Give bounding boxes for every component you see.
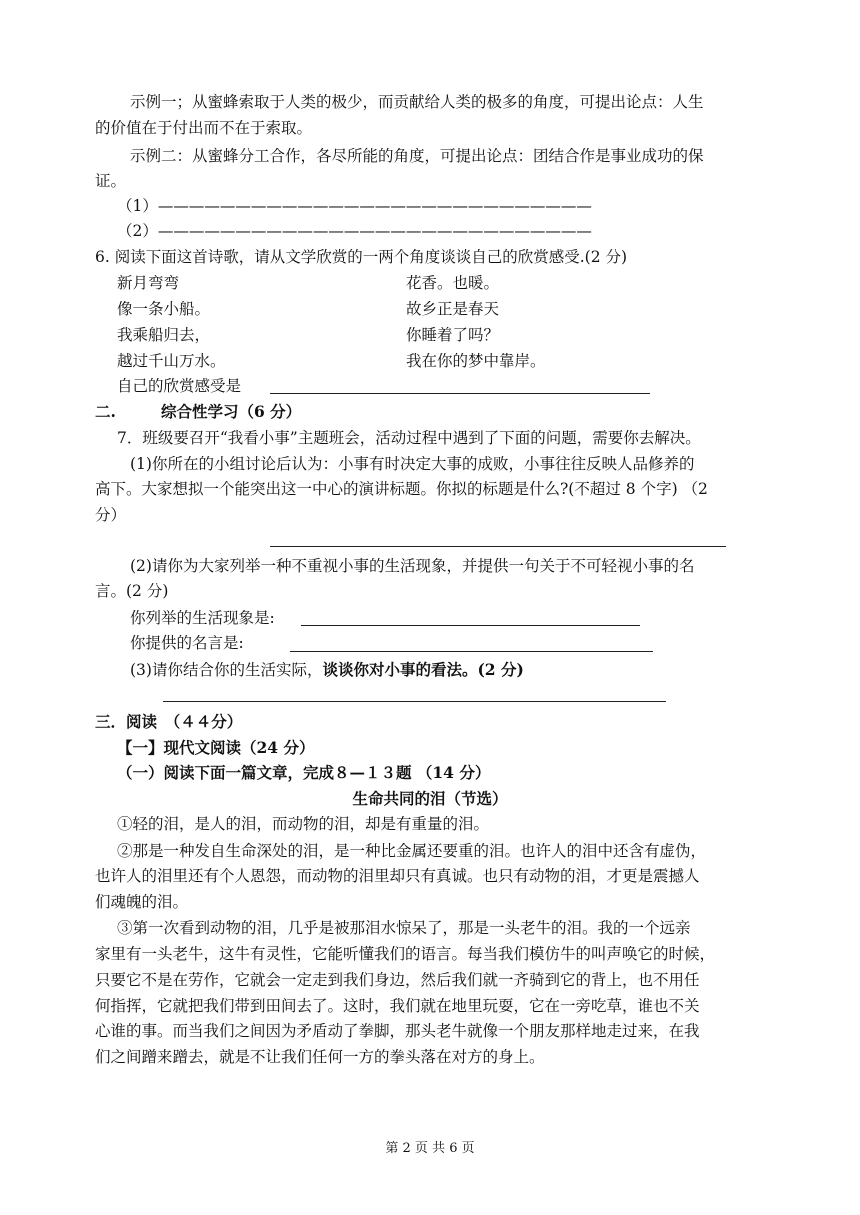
poem-left-line-4: 越过千山万水。 <box>117 352 226 370</box>
q6-answer-line[interactable] <box>270 393 650 394</box>
article-title: 生命共同的泪（节选） <box>352 789 508 808</box>
example-1-line-1: 示例一；从蜜蜂索取于人类的极少，而贡献给人类的极多的角度，可提出论点：人生 <box>130 93 704 111</box>
q7-2-phenomenon-line[interactable] <box>301 625 640 626</box>
article-paragraph-3-line-4: 何指挥，它就把我们带到田间去了。这时，我们就在地里玩耍，它在一旁吃草，谁也不关 <box>95 997 700 1015</box>
poem-left-line-2: 像一条小船。 <box>117 300 211 318</box>
q7-3-answer-line[interactable] <box>163 701 666 702</box>
q7-1-line-3: 分） <box>95 506 127 524</box>
q7-1-answer-line[interactable] <box>270 546 726 547</box>
poem-left-line-1: 新月弯弯 <box>117 274 180 292</box>
page-number-footer: 第 2 页 共 6 页 <box>385 1141 475 1156</box>
q7-2-quote-line[interactable] <box>290 651 653 652</box>
q7-2-line-2: 言。(2 分) <box>95 582 169 600</box>
section-3-sub-2: （一）阅读下面一篇文章，完成８—１３题 （14 分） <box>117 763 491 782</box>
section-2-number: 二. <box>95 402 116 421</box>
q7-3-prompt-plain: (3)请你结合你的生活实际， <box>130 661 323 679</box>
article-paragraph-2-line-1: ②那是一种发自生命深处的泪，是一种比金属还要重的泪。也许人的泪中还含有虚伪， <box>117 842 707 860</box>
q7-2-line-1: (2)请你为大家列举一种不重视小事的生活现象，并提供一句关于不可轻视小事的名 <box>130 557 695 575</box>
q7-3-prompt-bold: 谈谈你对小事的看法。(2 分) <box>322 660 524 679</box>
section-2-title: 综合性学习（6 分） <box>161 402 302 421</box>
poem-left-line-3: 我乘船归去， <box>117 326 211 344</box>
q7-intro: 7．班级要召开“我看小事”主题班会，活动过程中遇到了下面的问题，需要你去解决。 <box>117 429 701 447</box>
article-paragraph-3-line-1: ③第一次看到动物的泪，几乎是被那泪水惊呆了，那是一头老牛的泪。我的一个远亲 <box>117 919 691 937</box>
answer-blank-2[interactable]: （2）———————————————————————————— <box>117 222 592 240</box>
article-paragraph-2-line-2: 也许人的泪里还有个人恩怨，而动物的泪里却只有真诚。也只有动物的泪，才更是震撼人 <box>95 867 700 885</box>
section-3-sub-1: 【一】现代文阅读（24 分） <box>117 738 315 757</box>
poem-right-line-1: 花香。也暖。 <box>406 274 500 292</box>
example-2-line-2: 证。 <box>95 172 127 190</box>
example-2-line-1: 示例二：从蜜蜂分工合作，各尽所能的角度，可提出论点：团结合作是事业成功的保 <box>130 147 704 165</box>
article-paragraph-3-line-5: 心谁的事。而当我们之间因为矛盾动了拳脚，那头老牛就像一个朋友那样地走过来，在我 <box>95 1022 700 1040</box>
section-3-heading: 三．阅读 （４４分） <box>95 712 243 731</box>
q7-2-phenomenon-label: 你列举的生活现象是: <box>130 609 275 627</box>
article-paragraph-3-line-2: 家里有一头老牛，这牛有灵性，它能听懂我们的语言。每当我们模仿牛的叫声唤它的时候， <box>95 945 716 963</box>
answer-blank-1[interactable]: （1）———————————————————————————— <box>117 197 592 215</box>
poem-right-line-4: 我在你的梦中靠岸。 <box>406 352 546 370</box>
poem-right-line-3: 你睡着了吗？ <box>406 326 500 344</box>
poem-right-line-2: 故乡正是春天 <box>406 300 500 318</box>
q6-prompt: 6. 阅读下面这首诗歌，请从文学欣赏的一两个角度谈谈自己的欣赏感受.(2 分) <box>95 248 628 266</box>
article-paragraph-3-line-6: 们之间蹭来蹭去，就是不让我们任何一方的拳头落在对方的身上。 <box>95 1048 545 1066</box>
q7-3-prompt <box>130 659 524 681</box>
q6-answer-label: 自己的欣赏感受是 <box>117 377 242 395</box>
article-paragraph-3-line-3: 只要它不是在劳作，它就会一定走到我们身边，然后我们就一齐骑到它的背上，也不用任 <box>95 971 700 989</box>
example-1-line-2: 的价值在于付出而不在于索取。 <box>95 119 313 137</box>
article-paragraph-1: ①轻的泪，是人的泪，而动物的泪，却是有重量的泪。 <box>117 815 490 833</box>
article-paragraph-2-line-3: 们魂魄的泪。 <box>95 893 189 911</box>
q7-2-quote-label: 你提供的名言是: <box>130 634 244 652</box>
q7-1-line-1: (1)你所在的小组讨论后认为：小事有时决定大事的成败，小事往往反映人品修养的 <box>130 455 695 473</box>
q7-1-line-2: 高下。大家想拟一个能突出这一中心的演讲标题。你拟的标题是什么?(不超过 8 个字) （2 <box>95 480 708 498</box>
